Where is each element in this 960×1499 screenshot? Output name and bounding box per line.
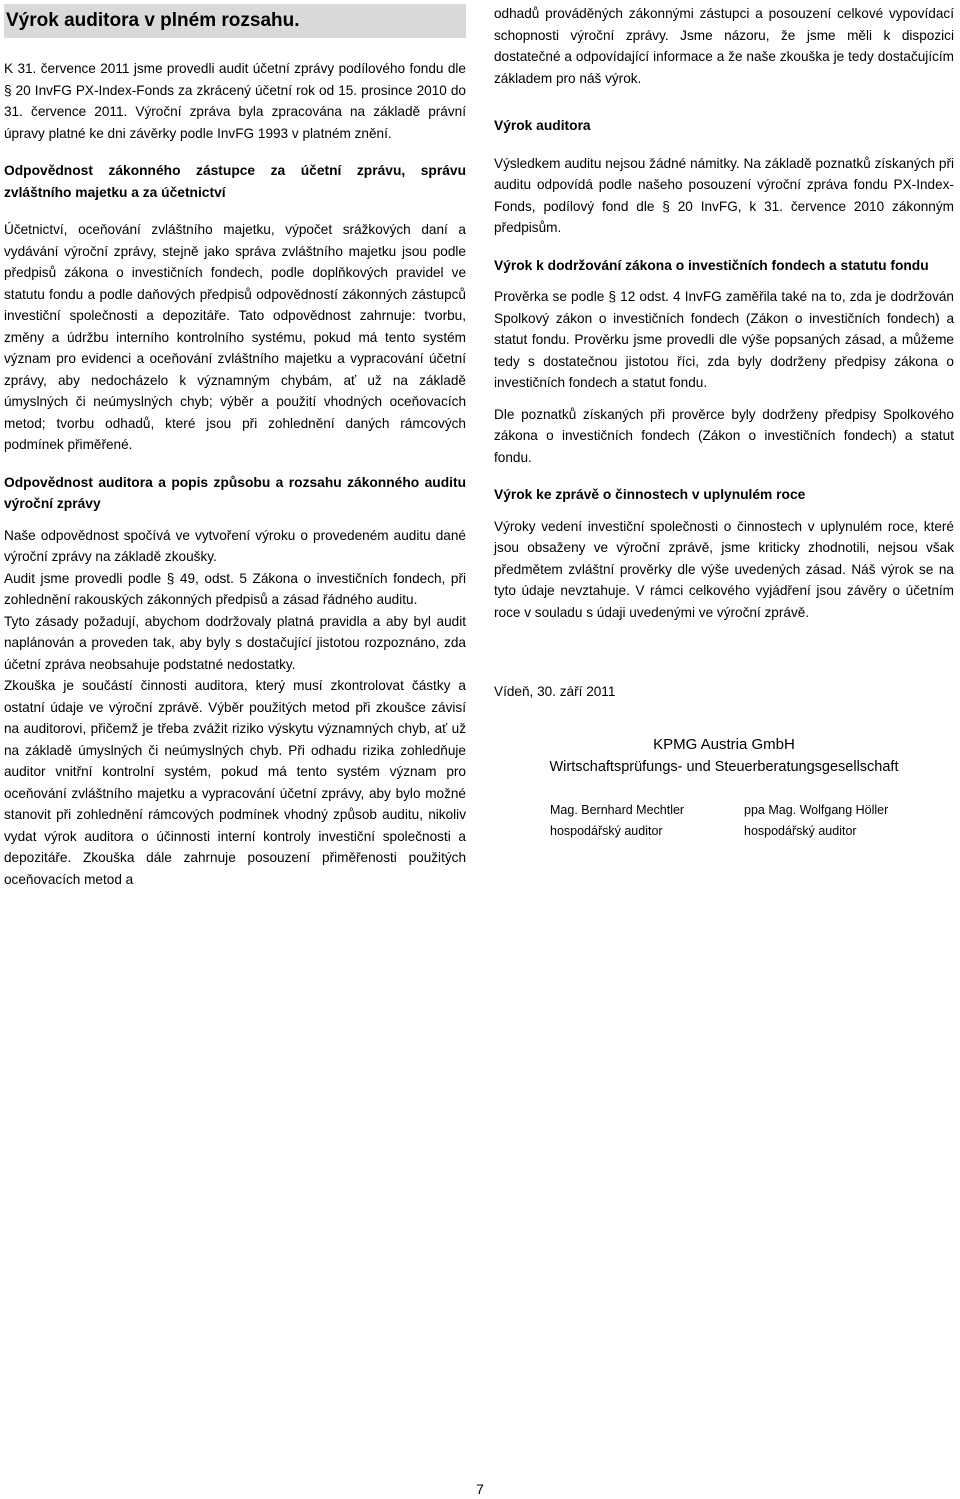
signatory-name: ppa Mag. Wolfgang Höller xyxy=(744,802,889,817)
paragraph-our-responsibility: Naše odpovědnost spočívá ve vytvoření výroku o provedeném auditu dané výroční zprávy na základě zkoušky. xyxy=(4,527,466,564)
paragraph-accounting-responsibility: Účetnictví, oceňování zvláštního majetku, výpočet srážkových daní a vydávání výroční zprávy, stejně jako správa zvláštního majetku jsou podle předpisů zákona o investičních fondech, podle doplňkových pravidel ve statutu fondu a podle daňových předpisů odpovědností zákonných zástupců investiční společnosti a depozitáře. Tato odpovědnost zahrnuje: tvorbu, změny a údržbu interního kontrolního systému, pokud má tento systém význam pro evidenci a oceňování zvláštního majetku a vypracování účetní zprávy, aby nedocházelo k významným chybám, ať už na základě úmyslných či neúmyslných chyb; výběr a použití vhodných oceňovacích metod; tvorbu odhadů, které jsou při zohlednění daných rámcových podmínek přiměřené. xyxy=(4,222,466,452)
section-heading-auditor-opinion: Výrok auditora xyxy=(494,118,591,133)
section-heading-auditor-responsibility: Odpovědnost auditora a popis způsobu a rozsahu zákonného auditu výroční zprávy xyxy=(4,474,466,511)
section-heading-activity-report: Výrok ke zprávě o činnostech v uplynulém roce xyxy=(494,487,806,502)
firm-name: KPMG Austria GmbH xyxy=(653,735,795,753)
page-title: Výrok auditora v plném rozsahu. xyxy=(4,4,466,38)
page-number: 7 xyxy=(476,1481,484,1497)
paragraph-activity-report: Výroky vedení investiční společnosti o činnostech v uplynulém roce, které jsou obsaženy ve výroční zprávě, jsme kriticky zhodnotili, nejsou však předmětem zvláštní prověrky dle výše uvedených zásad. Náš výrok se na tyto údaje nevztahuje. V rámci celkového vyjádření jsou závěry o účetním roce v souladu s údaji uvedenými ve výroční zprávě. xyxy=(494,518,954,620)
paragraph-compliance-check: Prověrka se podle § 12 odst. 4 InvFG zaměřila také na to, zda je dodržován Spolkový zákon o investičních fondech (Zákon o investičních fondech) a statut fondu. Prověrku jsme provedli dle výše popsaných zásad, a můžeme tedy s dostatečnou jistotou říci, zda byly dodrženy předpisy zákona o investičních fondech a statut fondu. xyxy=(494,289,954,390)
signature-block-2 xyxy=(744,800,938,843)
paragraph-compliance-result: Dle poznatků získaných při prověrce byly dodrženy předpisy Spolkového zákona o investičních fondech (Zákon o investičních fondech) a statut fondu. xyxy=(494,406,954,465)
signature-block-1 xyxy=(550,800,744,843)
left-column xyxy=(4,0,466,890)
firm-subtitle: Wirtschaftsprüfungs- und Steuerberatungsgesellschaft xyxy=(549,758,899,775)
intro-paragraph: K 31. července 2011 jsme provedli audit účetní zprávy podílového fondu dle § 20 InvFG PX-Index-Fonds za zkrácený účetní rok od 15. prosince 2010 do 31. července 2011. Výroční zpráva byla zpracována na základě právní úpravy platné ke dni závěrky podle InvFG 1993 v platném znění. xyxy=(4,61,466,141)
paragraph-opinion: Výsledkem auditu nejsou žádné námitky. Na základě poznatků získaných při auditu odpovídá podle našeho posouzení výroční zpráva fondu PX-Index-Fonds, podílový fond dle § 20 InvFG, k 31. července 2010 zákonným předpisům. xyxy=(494,155,954,235)
paragraph-principles: Tyto zásady požadují, abychom dodržovaly platná pravidla a aby byl audit naplánován a proveden tak, aby byly s dostačující jistotou rozpoznáno, zda účetní zpráva neobsahuje podstatné nedostatky. xyxy=(4,613,466,672)
place-and-date: Vídeň, 30. září 2011 xyxy=(494,684,616,699)
signatory-name: Mag. Bernhard Mechtler xyxy=(550,802,685,817)
section-heading-legal-representative: Odpovědnost zákonného zástupce za účetní zprávu, správu zvláštního majetku a za účetnictví xyxy=(4,163,466,200)
paragraph-audit-scope: Zkouška je součástí činnosti auditora, který musí zkontrolovat částky a ostatní údaje ve výroční zprávě. Výběr použitých metod při zkoušce závisí na auditorovi, přičemž je třeba zvážit riziko výskytu významných chyb, ať už na základě úmyslných či neúmyslných chyb. Při odhadu rizika zohledňuje auditor vnitřní kontrolní systém, pokud má tento systém význam pro oceňování zvláštního majetku a vypracování účetní zprávy, aby bylo možné stanovit při zohlednění rámcových podmínek vhodný způsob auditu, nikoliv vydat výrok auditora o účinnosti interní kontroly investiční společnosti a depozitáře. Zkouška dále zahrnuje posouzení přiměřenosti použitých oceňovacích metod a xyxy=(4,678,466,887)
right-column xyxy=(494,0,954,843)
paragraph-continued: odhadů prováděných zákonnými zástupci a posouzení celkové vypovídací schopnosti výroční zprávy. Jsme názoru, že jsme měli k dispozici dostatečné a odpovídající informace a že naše zkouška je tedy dostačujícím základem pro náš výrok. xyxy=(494,6,954,86)
paragraph-audit-basis: Audit jsme provedli podle § 49, odst. 5 Zákona o investičních fondech, při zohlednění rakouských zákonných předpisů a zásad řádného auditu. xyxy=(4,570,466,607)
signatures xyxy=(494,800,954,843)
signatory-role: hospodářský auditor xyxy=(744,824,857,838)
section-heading-compliance: Výrok k dodržování zákona o investičních fondech a statutu fondu xyxy=(494,257,929,273)
signatory-role: hospodářský auditor xyxy=(550,824,663,838)
